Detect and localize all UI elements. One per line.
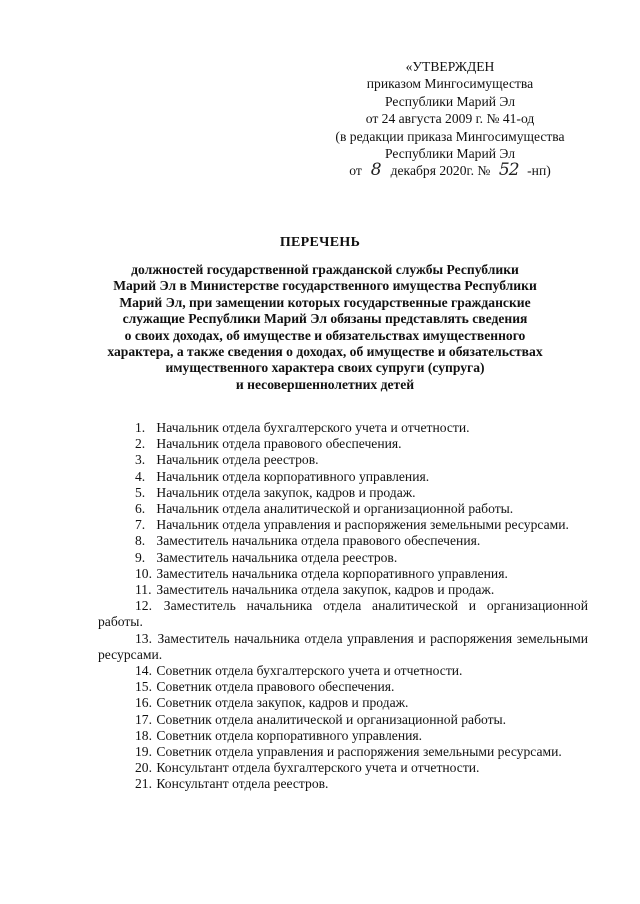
approval-stamp-block (300, 58, 600, 180)
subtitle-line: имущественного характера своих супруги (супруга) (165, 360, 485, 376)
approval-line: Республики Марий Эл (384, 93, 516, 109)
list-item: 13. Заместитель начальника отдела управления и распоряжения земельными ресурсами. (98, 630, 589, 662)
subtitle-line: должностей государственной гражданской службы Республики (131, 262, 519, 277)
list-item: 11. Заместитель начальника отдела закупок, кадров и продаж. (135, 582, 495, 598)
list-item: 10. Заместитель начальника отдела корпоративного управления. (135, 565, 508, 581)
list-item: 7. Начальник отдела управления и распоряжения земельными ресурсами. (135, 517, 569, 533)
list-item: 3. Начальник отдела реестров. (135, 452, 319, 468)
list-item: 14. Советник отдела бухгалтерского учета и отчетности. (135, 663, 463, 679)
list-item: 8. Заместитель начальника отдела правового обеспечения. (135, 533, 481, 549)
subtitle-line: характера, а также сведения о доходах, об имуществе и обязательствах (107, 344, 543, 360)
list-item: 18. Советник отдела корпоративного управления. (135, 727, 423, 743)
list-item: 20. Консультант отдела бухгалтерского учета и отчетности. (135, 760, 480, 776)
subtitle-line: и несовершеннолетних детей (235, 376, 415, 392)
doc-suffix: -нп) (527, 163, 551, 179)
approval-line: (в редакции приказа Мингосимущества (335, 128, 565, 144)
document-title: ПЕРЕЧЕНЬ (279, 235, 361, 250)
date-rest: декабря 2020г. № (390, 163, 491, 179)
list-item: 12. Заместитель начальника отдела аналитической и организационной работы. (98, 598, 588, 630)
list-item: 17. Советник отдела аналитической и организационной работы. (135, 711, 507, 727)
list-item: 21. Консультант отдела реестров. (135, 776, 329, 792)
list-item: 19. Советник отдела управления и распоряжения земельными ресурсами. (135, 744, 562, 760)
list-item: 9. Заместитель начальника отдела реестров. (135, 549, 398, 565)
approval-line: Республики Марий Эл (384, 146, 516, 162)
approval-line: «УТВЕРЖДЕН (405, 59, 495, 74)
approval-date-line (300, 162, 600, 179)
subtitle-line: служащие Республики Марий Эл обязаны представлять сведения (122, 311, 528, 327)
list-item: 4. Начальник отдела корпоративного управления. (135, 468, 430, 484)
list-item: 6. Начальник отдела аналитической и организационной работы. (135, 501, 514, 517)
date-prefix: от (349, 163, 362, 179)
subtitle-line: о своих доходах, об имуществе и обязательствах имущественного (124, 327, 526, 343)
approval-line: приказом Мингосимущества (366, 76, 534, 92)
document-subtitle (90, 262, 560, 393)
positions-list (98, 420, 588, 793)
list-item: 15. Советник отдела правового обеспечения. (135, 679, 395, 695)
list-item: 2. Начальник отдела правового обеспечения. (135, 436, 402, 452)
approval-line: от 24 августа 2009 г. № 41-од (365, 111, 535, 127)
subtitle-line: Марий Эл в Министерстве государственного имущества Республики (113, 278, 537, 294)
list-item: 16. Советник отдела закупок, кадров и продаж. (135, 695, 409, 711)
handwritten-doc-number: 52 (498, 160, 519, 181)
list-item: 1. Начальник отдела бухгалтерского учета и отчетности. (135, 420, 470, 435)
handwritten-day: 8 (370, 160, 382, 181)
list-item: 5. Начальник отдела закупок, кадров и продаж. (135, 484, 416, 500)
subtitle-line: Марий Эл, при замещении которых государственные гражданские (119, 294, 531, 310)
